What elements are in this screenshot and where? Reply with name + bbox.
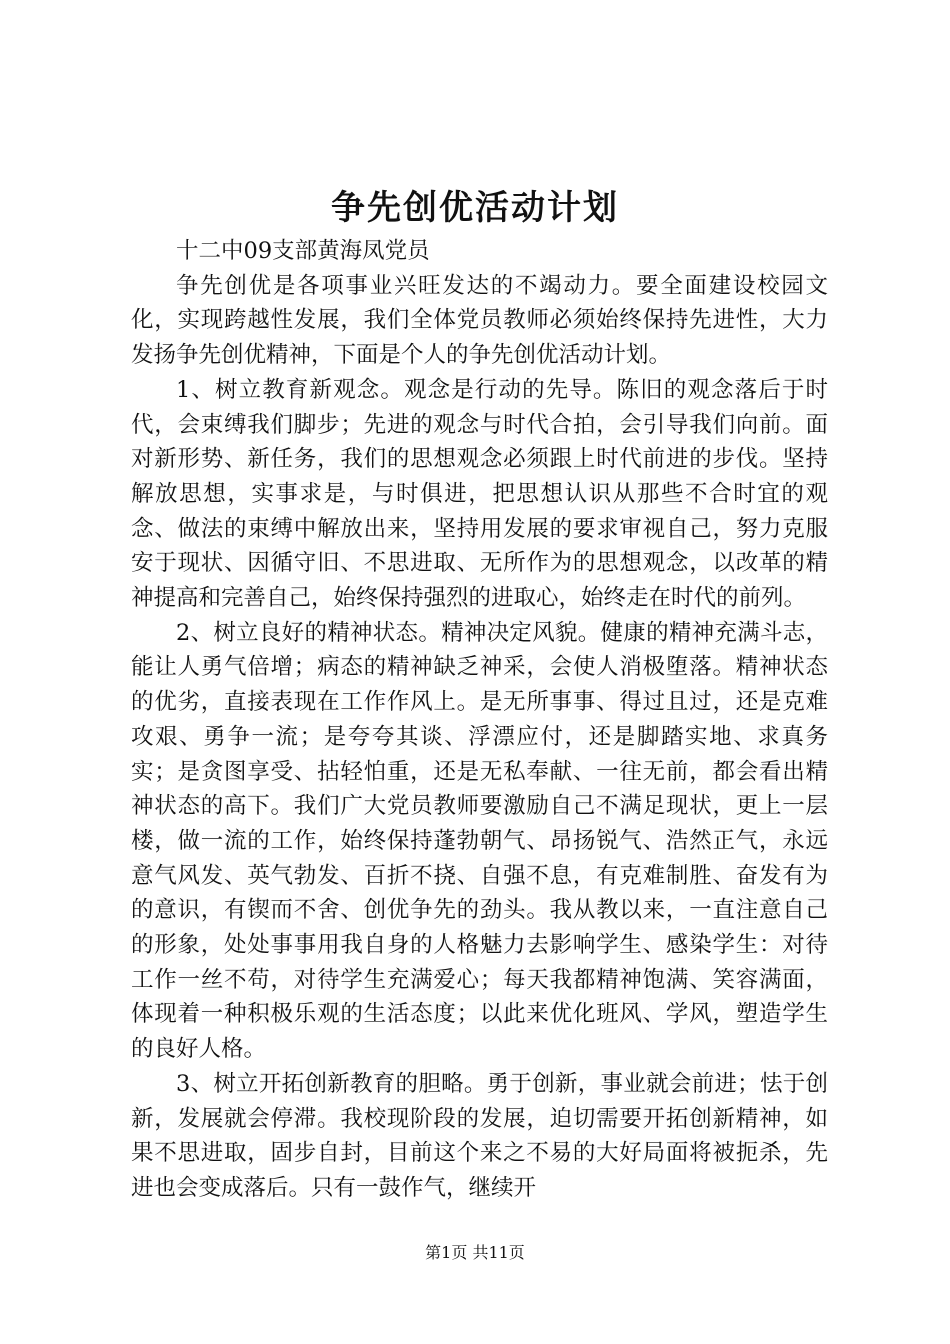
page-footer: 第1页 共11页 [425,1243,525,1262]
author-line: 十二中09支部黄海凤党员 [176,238,430,264]
document-title: 争先创优活动计划 [331,188,619,228]
paragraph-2: 2、树立良好的精神状态。精神决定风貌。健康的精神充满斗志，能让人勇气倍增；病态的精神缺乏神采，会使人消极堕落。精神状态的优劣，直接表现在工作作风上。是无所事事、得过且过，还是克难攻艰、勇争一流；是夸夸其谈、浮漂应付，还是脚踏实地、求真务实；是贪图享受、拈轻怕重，还是无私奉献、一往无前，都会看出精神状态的高下。我们广大党员教师要激励自己不满足现状，更上一层楼，做一流的工作，始终保持蓬勃朝气、昂扬锐气、浩然正气，永远意气风发、英气勃发、百折不挠、自强不息，有克难制胜、奋发有为的意识，有锲而不舍、创优争先的劲头。我从教以来，一直注意自己的形象，处处事事用我自身的人格魅力去影响学生、感染学生：对待工作一丝不苟，对待学生充满爱心；每天我都精神饱满、笑容满面，体现着一种积极乐观的生活态度；以此来优化班风、学风，塑造学生的良好人格。 [131,619,828,1063]
paragraph-3: 3、树立开拓创新教育的胆略。勇于创新，事业就会前进；怯于创新，发展就会停滞。我校现阶段的发展，迫切需要开拓创新精神，如果不思进取，固步自封，目前这个来之不易的大好局面将被扼杀，先进也会变成落后。只有一鼓作气，继续开 [131,1070,828,1201]
paragraph-1: 1、树立教育新观念。观念是行动的先导。陈旧的观念落后于时代，会束缚我们脚步；先进的观念与时代合拍，会引导我们向前。面对新形势、新任务，我们的思想观念必须跟上时代前进的步伐。坚持解放思想，实事求是，与时俱进，把思想认识从那些不合时宜的观念、做法的束缚中解放出来，坚持用发展的要求审视自己，努力克服安于现状、因循守旧、不思进取、无所作为的思想观念，以改革的精神提高和完善自己，始终保持强烈的进取心，始终走在时代的前列。 [131,376,828,612]
paragraph-intro: 争先创优是各项事业兴旺发达的不竭动力。要全面建设校园文化，实现跨越性发展，我们全体党员教师必须始终保持先进性，大力发扬争先创优精神，下面是个人的争先创优活动计划。 [131,272,828,369]
document-body [131,234,828,1206]
